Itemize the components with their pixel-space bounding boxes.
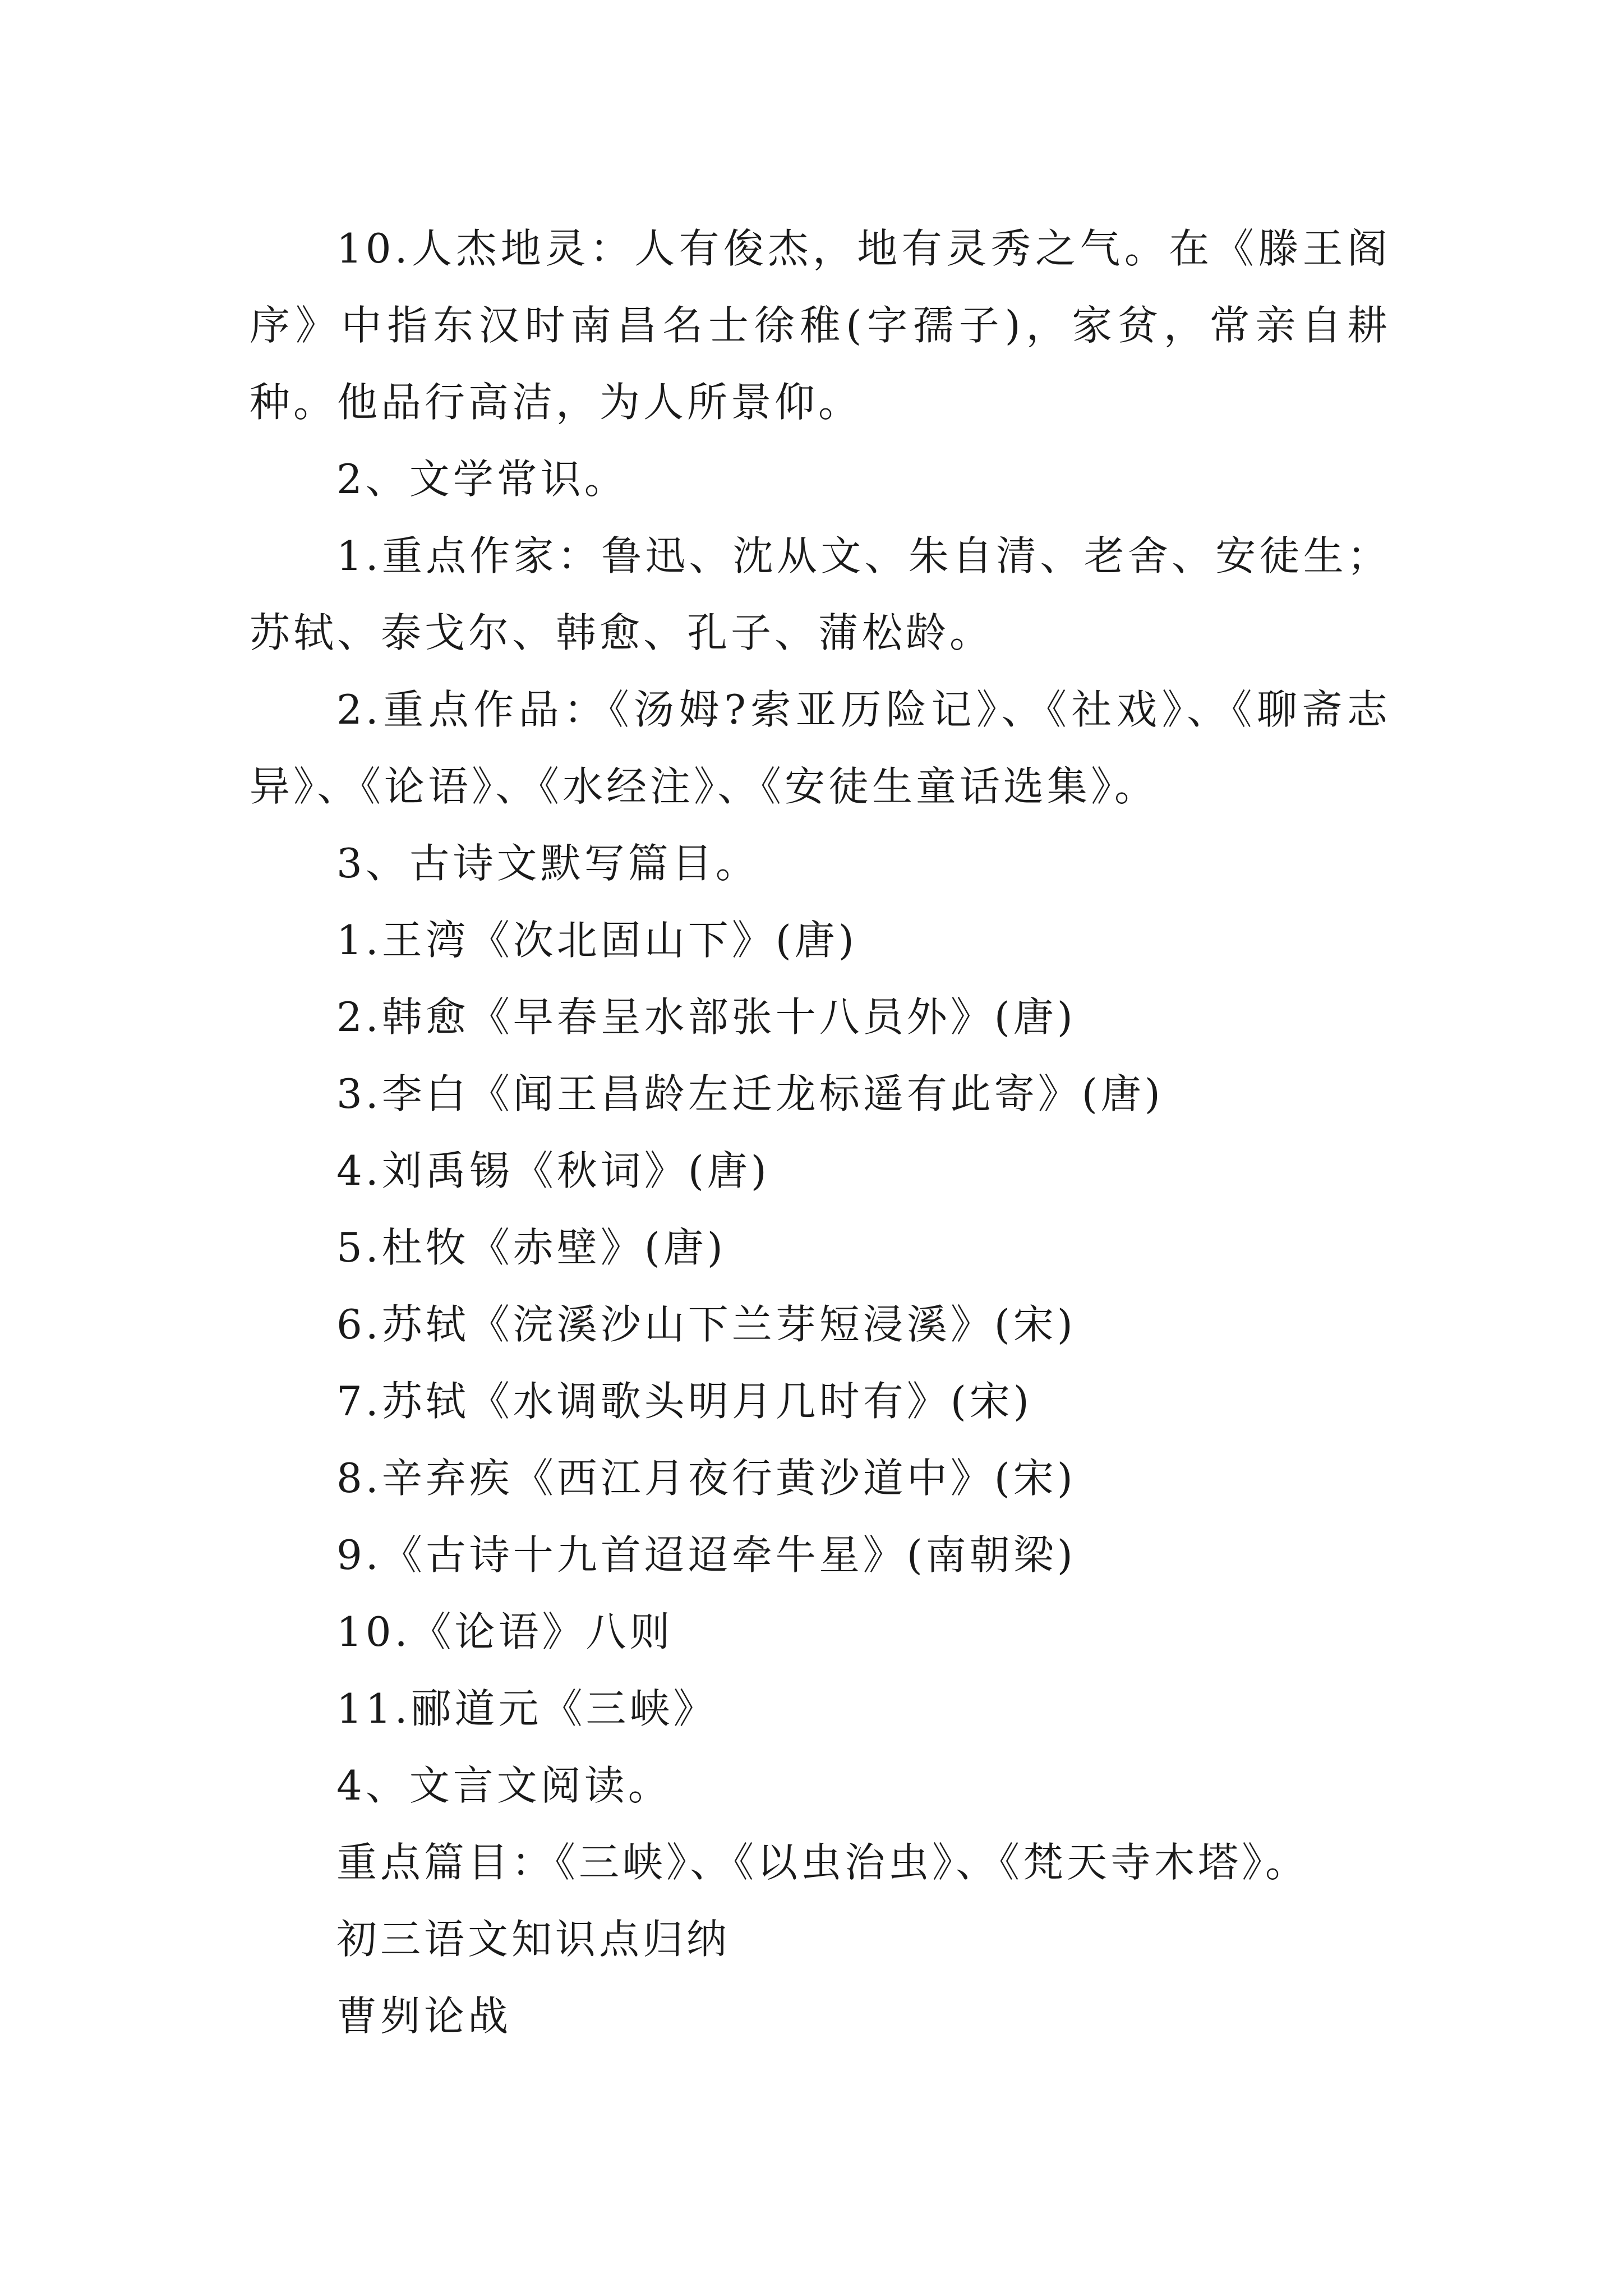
list-item: 5.杜牧《赤壁》(唐)	[336, 1224, 726, 1271]
list-item: 3.李白《闻王昌龄左迁龙标遥有此寄》(唐)	[336, 1070, 1164, 1117]
list-item: 6.苏轼《浣溪沙山下兰芽短浸溪》(宋)	[336, 1301, 1076, 1348]
paragraph-key-authors: 1.重点作家：鲁迅、沈从文、朱自清、老舍、安徒生；苏轼、泰戈尔、韩愈、孔子、蒲松龄。	[250, 532, 1391, 656]
list-item: 10.《论语》八则	[336, 1608, 674, 1655]
section-heading-literary-knowledge: 2、文学常识。	[336, 455, 628, 503]
section-heading-classical-reading: 4、文言文阅读。	[336, 1762, 672, 1809]
list-item: 11.郦道元《三峡》	[336, 1685, 717, 1732]
document-subtitle: 初三语文知识点归纳	[336, 1916, 731, 1963]
document-body	[250, 210, 1391, 2055]
list-item: 8.辛弃疾《西江月夜行黄沙道中》(宋)	[336, 1455, 1076, 1502]
paragraph-rendering-rules: 10.人杰地灵：人有俊杰，地有灵秀之气。在《滕王阁序》中指东汉时南昌名士徐稚(字孺子)，家贫，常亲自耕种。他品行高洁，为人所景仰。	[250, 225, 1391, 426]
list-item: 7.苏轼《水调歌头明月几时有》(宋)	[336, 1378, 1032, 1425]
paragraph-key-works: 2.重点作品：《汤姆?索亚历险记》、《社戏》、《聊斋志异》、《论语》、《水经注》、《安徒生童话选集》。	[250, 686, 1391, 810]
list-item: 2.韩愈《早春呈水部张十八员外》(唐)	[336, 993, 1076, 1041]
list-item: 4.刘禹锡《秋词》(唐)	[336, 1147, 770, 1194]
paragraph-key-texts: 重点篇目：《三峡》、《以虫治虫》、《梵天寺木塔》。	[336, 1839, 1310, 1886]
article-title: 曹刿论战	[336, 1993, 512, 2040]
list-item: 9.《古诗十九首迢迢牵牛星》(南朝梁)	[336, 1531, 1076, 1579]
section-heading-poetry-dictation: 3、古诗文默写篇目。	[336, 840, 759, 887]
list-item: 1.王湾《次北固山下》(唐)	[336, 917, 857, 964]
